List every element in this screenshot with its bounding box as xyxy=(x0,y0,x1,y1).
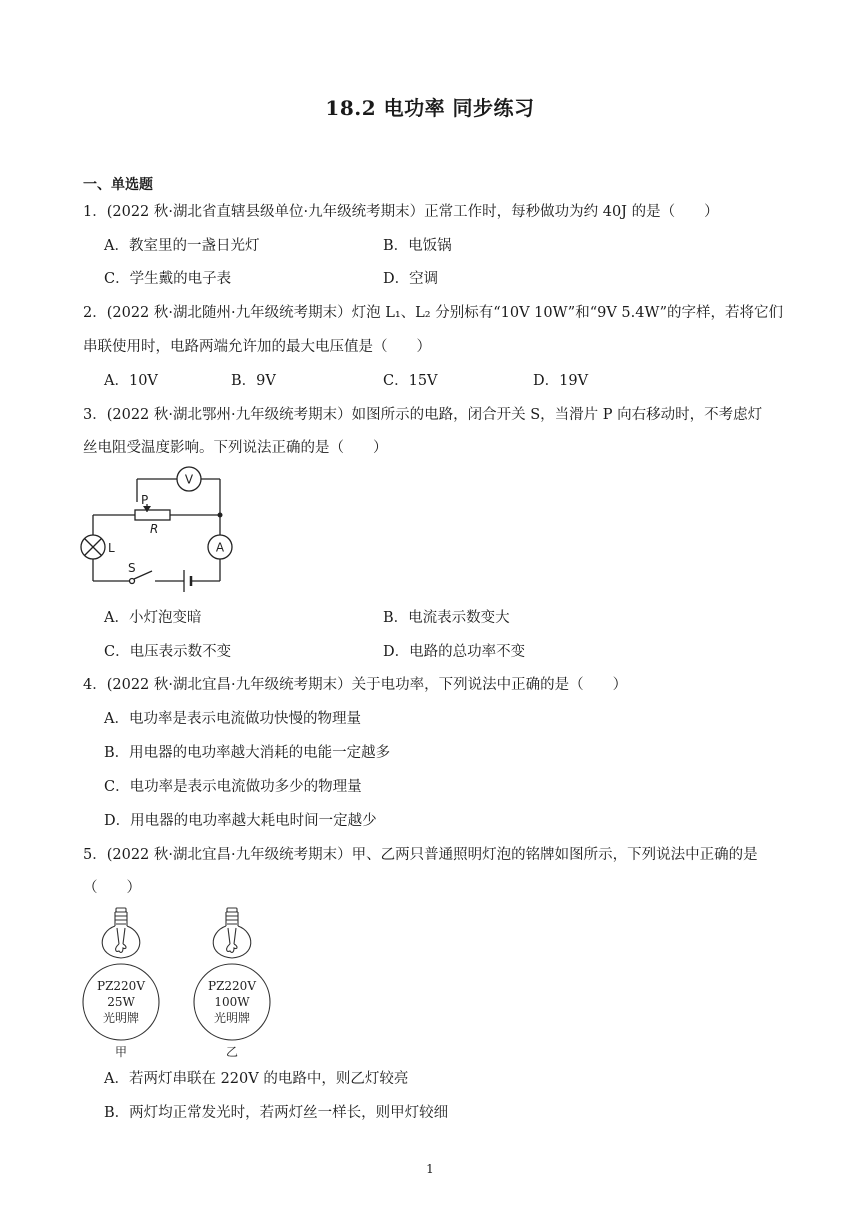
question-1-option-b: B．电饭锅 xyxy=(383,238,452,254)
voltmeter-label: V xyxy=(184,472,194,487)
question-4-option-c: C．电功率是表示电流做功多少的物理量 xyxy=(104,779,362,795)
switch-blade xyxy=(134,571,152,579)
question-3-option-c: C．电压表示数不变 xyxy=(104,644,232,660)
question-2-option-a: A．10V xyxy=(104,373,158,389)
page-number: 1 xyxy=(426,1162,434,1176)
circuit-diagram xyxy=(80,464,240,590)
question-2-stem-line-2: 串联使用时，电路两端允许加的最大电压值是（ ） xyxy=(83,339,431,355)
ammeter-label: A xyxy=(215,540,225,555)
question-3-option-d: D．电路的总功率不变 xyxy=(383,644,526,660)
question-2-option-d: D．19V xyxy=(533,373,589,389)
lamp-label: L xyxy=(108,541,115,555)
switch-pivot xyxy=(130,579,135,584)
bulb-figure-yi xyxy=(189,906,279,1062)
question-5-stem-line-2: （ ） xyxy=(83,880,141,896)
question-3-option-b: B．电流表示数变大 xyxy=(383,610,510,626)
rheostat-symbol xyxy=(135,510,170,520)
bulb-model: PZ220V xyxy=(208,979,256,993)
bulb-name: 甲 xyxy=(114,1045,128,1059)
bulb-power: 100W xyxy=(214,995,250,1009)
question-1-option-a: A．教室里的一盏日光灯 xyxy=(104,238,260,254)
bulb-figure-jia xyxy=(78,906,168,1062)
question-4-stem: 4．(2022 秋·湖北宜昌·九年级统考期末）关于电功率，下列说法中正确的是（ ） xyxy=(83,677,628,693)
question-5-option-b: B．两灯均正常发光时，若两灯丝一样长，则甲灯较细 xyxy=(104,1105,449,1121)
question-2-option-b: B．9V xyxy=(231,373,276,389)
slider-label: P xyxy=(141,493,149,507)
question-4-option-b: B．用电器的电功率越大消耗的电能一定越多 xyxy=(104,745,391,761)
bulb-brand: 光明牌 xyxy=(213,1011,251,1025)
question-5-stem-line-1: 5．(2022 秋·湖北宜昌·九年级统考期末）甲、乙两只普通照明灯泡的铭牌如图所示，下列说法中正确的是 xyxy=(83,847,758,863)
page-title: 18.2 电功率 同步练习 xyxy=(325,96,535,120)
question-3-stem-line-1: 3．(2022 秋·湖北鄂州·九年级统考期末）如图所示的电路，闭合开关 S，当滑片 P 向右移动时，不考虑灯 xyxy=(83,407,763,423)
question-2-option-c: C．15V xyxy=(383,373,438,389)
bulb-brand: 光明牌 xyxy=(102,1011,140,1025)
bulb-name: 乙 xyxy=(225,1045,239,1059)
section-heading: 一、单选题 xyxy=(83,177,153,193)
bulb-model: PZ220V xyxy=(97,979,145,993)
question-3-option-a: A．小灯泡变暗 xyxy=(104,610,202,626)
question-5-option-a: A．若两灯串联在 220V 的电路中，则乙灯较亮 xyxy=(104,1071,409,1087)
bulb-power: 25W xyxy=(107,995,135,1009)
question-4-option-d: D．用电器的电功率越大耗电时间一定越少 xyxy=(104,813,377,829)
rheostat-label: R xyxy=(150,522,159,536)
question-1-option-c: C．学生戴的电子表 xyxy=(104,271,232,287)
junction-dot xyxy=(218,513,223,518)
question-1-option-d: D．空调 xyxy=(383,271,439,287)
question-4-option-a: A．电功率是表示电流做功快慢的物理量 xyxy=(104,711,361,727)
question-3-stem-line-2: 丝电阻受温度影响。下列说法正确的是（ ） xyxy=(83,440,388,456)
question-1-stem: 1．(2022 秋·湖北省直辖县级单位·九年级统考期末）正常工作时，每秒做功为约 40J 的是（ ） xyxy=(83,204,719,220)
switch-label: S xyxy=(128,561,136,575)
question-2-stem-line-1: 2．(2022 秋·湖北随州·九年级统考期末）灯泡 L₁、L₂ 分别标有“10V 10W”和“9V 5.4W”的字样，若将它们 xyxy=(83,305,784,321)
